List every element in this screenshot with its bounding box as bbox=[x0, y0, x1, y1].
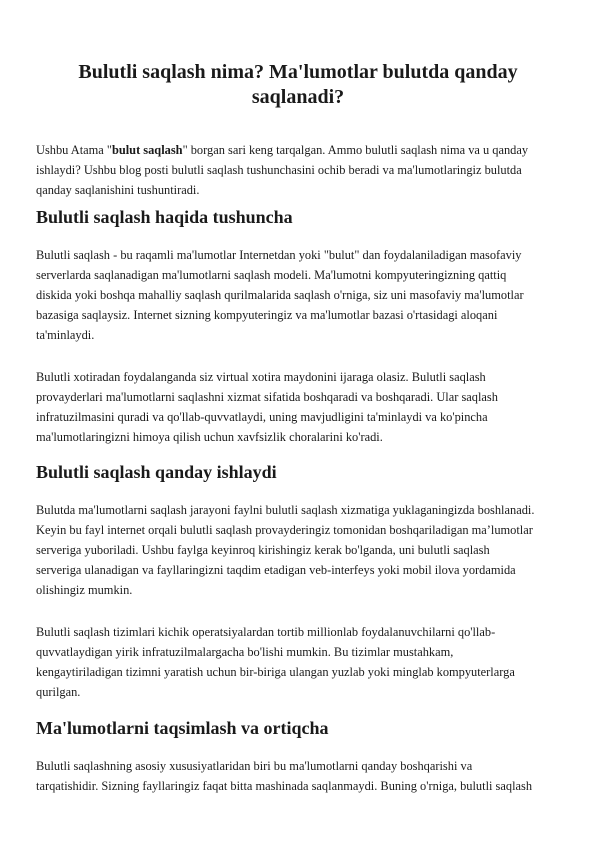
section3-paragraph-1 bbox=[36, 756, 560, 796]
intro-paragraph bbox=[36, 140, 560, 200]
paragraph-line: tarqatishidir. Sizning fayllaringiz faqat bitta mashinada saqlanmaydi. Buning o'rniga, bulutli saqlash bbox=[36, 779, 533, 793]
intro-line-2: ishlaydi? Ushbu blog posti bulutli saqlash tushunchasini ochib beradi va ma'lumotlaringiz bulutda bbox=[36, 163, 522, 177]
paragraph-line: Keyin bu fayl internet orqali bulutli saqlash provayderingiz tomonidan boshqariladigan maʼlumotlar bbox=[36, 523, 533, 537]
paragraph-line: quvvatlaydigan yirik infratuzilmalargacha bo'lishi mumkin. Bu tizimlar mustahkam, bbox=[36, 645, 454, 659]
paragraph-line: Bulutda ma'lumotlarni saqlash jarayoni faylni bulutli saqlash xizmatiga yuklaganingizda boshlanadi. bbox=[36, 503, 535, 517]
section1-paragraph-1 bbox=[36, 245, 560, 345]
paragraph-line: ma'lumotlaringizni himoya qilish uchun xavfsizlik choralarini ko'radi. bbox=[36, 430, 383, 444]
paragraph-line: serverlarda saqlanadigan ma'lumotlarni saqlash modeli. Ma'lumotni kompyuteringizning qattiq bbox=[36, 268, 507, 282]
section2-paragraph-2 bbox=[36, 622, 560, 702]
paragraph-line: Bulutli saqlashning asosiy xususiyatlaridan biri bu ma'lumotlarni qanday boshqarishi va bbox=[36, 759, 473, 773]
paragraph-line: infratuzilmasini quradi va qo'llab-quvvatlaydi, uning mavjudligini ta'minlaydi va ko'pincha bbox=[36, 410, 488, 424]
section-heading-3: Ma'lumotlarni taqsimlash va ortiqcha bbox=[36, 718, 329, 738]
intro-line-1 bbox=[36, 140, 560, 160]
section1-paragraph-2 bbox=[36, 367, 560, 447]
section-heading-2: Bulutli saqlash qanday ishlaydi bbox=[36, 462, 277, 482]
intro-text-pre: Ushbu Atama " bbox=[36, 143, 112, 157]
paragraph-line: kengaytiriladigan tizimni yaratish uchun bir-biriga ulangan yuzlab yoki minglab kompyuterlarga bbox=[36, 665, 515, 679]
paragraph-line: bazasiga saqlaysiz. Internet sizning kompyuteringiz va ma'lumotlar bazasi o'rtasidagi aloqani bbox=[36, 308, 498, 322]
paragraph-line: Bulutli saqlash tizimlari kichik operatsiyalardan tortib millionlab foydalanuvchilarni qo'llab- bbox=[36, 625, 496, 639]
intro-bold-term: bulut saqlash bbox=[111, 143, 183, 157]
section2-paragraph-1 bbox=[36, 500, 560, 600]
paragraph-line: olishingiz mumkin. bbox=[36, 583, 133, 597]
intro-text-post: " borgan sari keng tarqalgan. Ammo bulutli saqlash nima va u qanday bbox=[182, 143, 529, 157]
paragraph-line: diskida yoki boshqa mahalliy saqlash qurilmalarida saqlash o'rniga, siz uni masofaviy ma'lumotlar bbox=[36, 288, 524, 302]
paragraph-line: provayderlari ma'lumotlarni saqlashni xizmat sifatida boshqaradi va boshqaradi. Ular saqlash bbox=[36, 390, 498, 404]
section-heading-1: Bulutli saqlash haqida tushuncha bbox=[36, 207, 293, 227]
paragraph-line: serveriga ulanadigan va fayllaringizni taqdim etadigan veb-interfeys yoki mobil ilova yordamida bbox=[36, 563, 516, 577]
paragraph-line: Bulutli xotiradan foydalanganda siz virtual xotira maydonini ijaraga olasiz. Bulutli saqlash bbox=[36, 370, 486, 384]
title-line-1: Bulutli saqlash nima? Ma'lumotlar bulutda qanday bbox=[78, 61, 518, 83]
paragraph-line: qurilgan. bbox=[36, 685, 81, 699]
intro-line-3: qanday saqlanishini tushuntiradi. bbox=[36, 183, 200, 197]
title-line-2: saqlanadi? bbox=[251, 86, 345, 108]
page-title bbox=[36, 60, 560, 110]
paragraph-line: Bulutli saqlash - bu raqamli ma'lumotlar Internetdan yoki "bulut" dan foydalaniladigan masofaviy bbox=[36, 248, 522, 262]
paragraph-line: ta'minlaydi. bbox=[36, 328, 95, 342]
paragraph-line: serveriga yuboriladi. Ushbu faylga keyinroq kirishingiz kerak bo'lganda, uni bulutli saqlash bbox=[36, 543, 490, 557]
